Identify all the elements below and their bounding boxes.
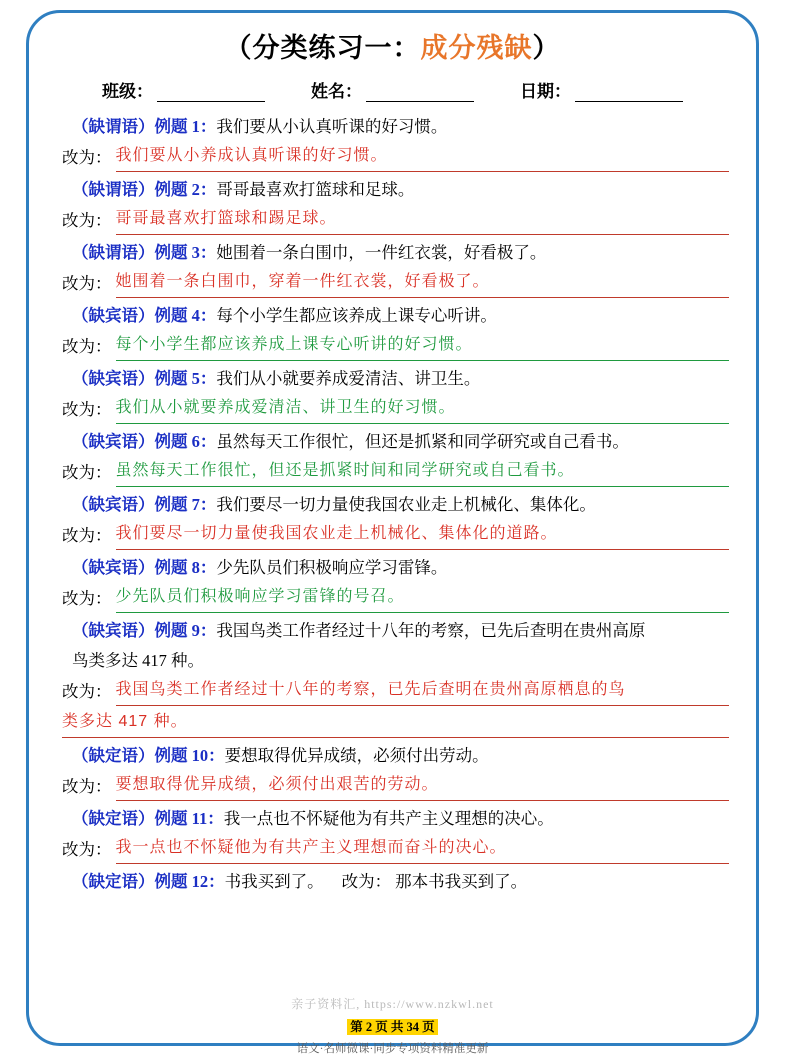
question-text: 少先队员们积极响应学习雷锋。 (216, 558, 448, 577)
meta-date-label: 日期： (520, 82, 571, 101)
question-number: 例题 9： (154, 621, 217, 640)
question-tag: （缺定语） (72, 872, 155, 891)
answer-row-1 (62, 676, 729, 706)
answer-label: 改为： (62, 777, 112, 796)
page-indicator-text: 第 2 页 共 34 页 (347, 1019, 437, 1035)
answer-line (56, 142, 729, 172)
question-text: 要想取得优异成绩，必须付出劳动。 (224, 746, 489, 765)
answer-label: 改为： (62, 274, 112, 293)
question-number: 例题 3： (154, 243, 217, 262)
answer-label: 改为： (62, 526, 112, 545)
answer-line (56, 771, 729, 801)
answer-row-2 (62, 708, 729, 738)
watermark: 亲子资料汇, https://www.nzkwl.net (291, 997, 494, 1011)
question-line (56, 301, 729, 331)
question-number: 例题 11： (154, 809, 224, 828)
answer-text[interactable]: 那本书我买到了。 (395, 872, 528, 891)
meta-class-input[interactable] (157, 86, 265, 102)
answer-text[interactable]: 要想取得优异成绩，必须付出艰苦的劳动。 (116, 771, 730, 801)
meta-name-input[interactable] (366, 86, 474, 102)
question-block (56, 112, 729, 172)
question-text: 我们从小就要养成爱清洁、讲卫生。 (216, 369, 481, 388)
answer-line (56, 394, 729, 424)
answer-label: 改为： (62, 682, 112, 701)
answer-label: 改为： (341, 872, 392, 891)
title-highlight: 成分残缺 (420, 33, 533, 63)
question-tag: （缺宾语） (72, 306, 155, 325)
question-tag: （缺谓语） (72, 117, 155, 136)
answer-text[interactable]: 哥哥最喜欢打篮球和踢足球。 (116, 205, 730, 235)
answer-line (56, 205, 729, 235)
question-text: 她围着一条白围巾，一件红衣裳，好看极了。 (216, 243, 547, 262)
question-block (56, 301, 729, 361)
question-block (56, 427, 729, 487)
answer-text[interactable]: 少先队员们积极响应学习雷锋的号召。 (116, 583, 730, 613)
answer-line (56, 520, 729, 550)
question-tag: （缺宾语） (72, 432, 155, 451)
answer-line (56, 583, 729, 613)
question-line (56, 238, 729, 268)
answer-label: 改为： (62, 840, 112, 859)
meta-date (520, 77, 683, 102)
question-text: 我们要从小认真听课的好习惯。 (216, 117, 448, 136)
question-tag: （缺谓语） (72, 243, 155, 262)
question-text: 哥哥最喜欢打篮球和足球。 (216, 180, 415, 199)
answer-text[interactable]: 我们要从小养成认真听课的好习惯。 (116, 142, 730, 172)
question-text-line2: 鸟类多达 417 种。 (72, 651, 204, 670)
question-number: 例题 1： (154, 117, 217, 136)
question-tag: （缺宾语） (72, 495, 155, 514)
question-text: 我们要尽一切力量使我国农业走上机械化、集体化。 (216, 495, 596, 514)
question-line (56, 804, 729, 834)
question-line (56, 490, 729, 520)
question-tag: （缺定语） (72, 809, 155, 828)
question-block (56, 804, 729, 864)
question-text: 每个小学生都应该养成上课专心听讲。 (216, 306, 497, 325)
question-line (56, 364, 729, 394)
question-number: 例题 4： (154, 306, 217, 325)
answer-text[interactable]: 我一点也不怀疑他为有共产主义理想而奋斗的决心。 (116, 834, 730, 864)
question-block (56, 741, 729, 801)
question-tag: （缺宾语） (72, 558, 155, 577)
question-block (56, 364, 729, 424)
question-number: 例题 6： (154, 432, 217, 451)
question-line (56, 112, 729, 142)
question-block (56, 867, 729, 897)
question-tag: （缺宾语） (72, 621, 155, 640)
question-block (56, 238, 729, 298)
question-number: 例题 7： (154, 495, 217, 514)
answer-label: 改为： (62, 211, 112, 230)
question-number: 例题 5： (154, 369, 217, 388)
meta-name (311, 77, 474, 102)
answer-text[interactable]: 我们从小就要养成爱清洁、讲卫生的好习惯。 (116, 394, 730, 424)
question-tag: （缺宾语） (72, 369, 155, 388)
question-text: 虽然每天工作很忙，但还是抓紧和同学研究或自己看书。 (216, 432, 629, 451)
question-number: 例题 8： (154, 558, 217, 577)
answer-text-line2[interactable]: 类多达 417 种。 (62, 708, 729, 738)
answer-text[interactable]: 我们要尽一切力量使我国农业走上机械化、集体化的道路。 (116, 520, 730, 550)
question-block (56, 175, 729, 235)
question-line (56, 553, 729, 583)
question-number: 例题 10： (154, 746, 225, 765)
meta-date-input[interactable] (575, 86, 683, 102)
question-block (56, 490, 729, 550)
answer-line (56, 676, 729, 738)
footnote: 语文·名师微课·同步专项资料精准更新 (296, 1043, 489, 1055)
meta-class-label: 班级： (102, 82, 153, 101)
answer-label: 改为： (62, 337, 112, 356)
question-line (56, 175, 729, 205)
question-number: 例题 2： (154, 180, 217, 199)
page-title (56, 26, 729, 65)
answer-label: 改为： (62, 148, 112, 167)
title-prefix: （分类练习一： (224, 33, 421, 63)
question-block (56, 616, 729, 738)
question-text: 我国鸟类工作者经过十八年的考察，已先后查明在贵州高原 (216, 621, 646, 640)
page-indicator (0, 1017, 785, 1035)
question-line (56, 427, 729, 457)
question-line (56, 741, 729, 771)
answer-label: 改为： (62, 589, 112, 608)
answer-line (56, 331, 729, 361)
question-line (56, 867, 729, 897)
meta-row (56, 77, 729, 102)
answer-text[interactable]: 我国鸟类工作者经过十八年的考察，已先后查明在贵州高原栖息的鸟 (116, 676, 730, 706)
meta-class (102, 77, 265, 102)
question-line (56, 616, 729, 676)
answer-line (56, 834, 729, 864)
question-tag: （缺定语） (72, 746, 155, 765)
answer-text[interactable]: 每个小学生都应该养成上课专心听讲的好习惯。 (116, 331, 730, 361)
question-block (56, 553, 729, 613)
answer-line (56, 457, 729, 487)
question-text: 书我买到了。 (224, 872, 324, 891)
answer-text[interactable]: 她围着一条白围巾，穿着一件红衣裳，好看极了。 (116, 268, 730, 298)
question-text: 我一点也不怀疑他为有共产主义理想的决心。 (223, 809, 554, 828)
question-number: 例题 12： (154, 872, 225, 891)
answer-label: 改为： (62, 463, 112, 482)
worksheet-content (42, 16, 743, 1040)
answer-text[interactable]: 虽然每天工作很忙，但还是抓紧时间和同学研究或自己看书。 (116, 457, 730, 487)
title-suffix: ） (532, 33, 561, 63)
answer-line (56, 268, 729, 298)
answer-label: 改为： (62, 400, 112, 419)
meta-name-label: 姓名： (311, 82, 362, 101)
question-tag: （缺谓语） (72, 180, 155, 199)
